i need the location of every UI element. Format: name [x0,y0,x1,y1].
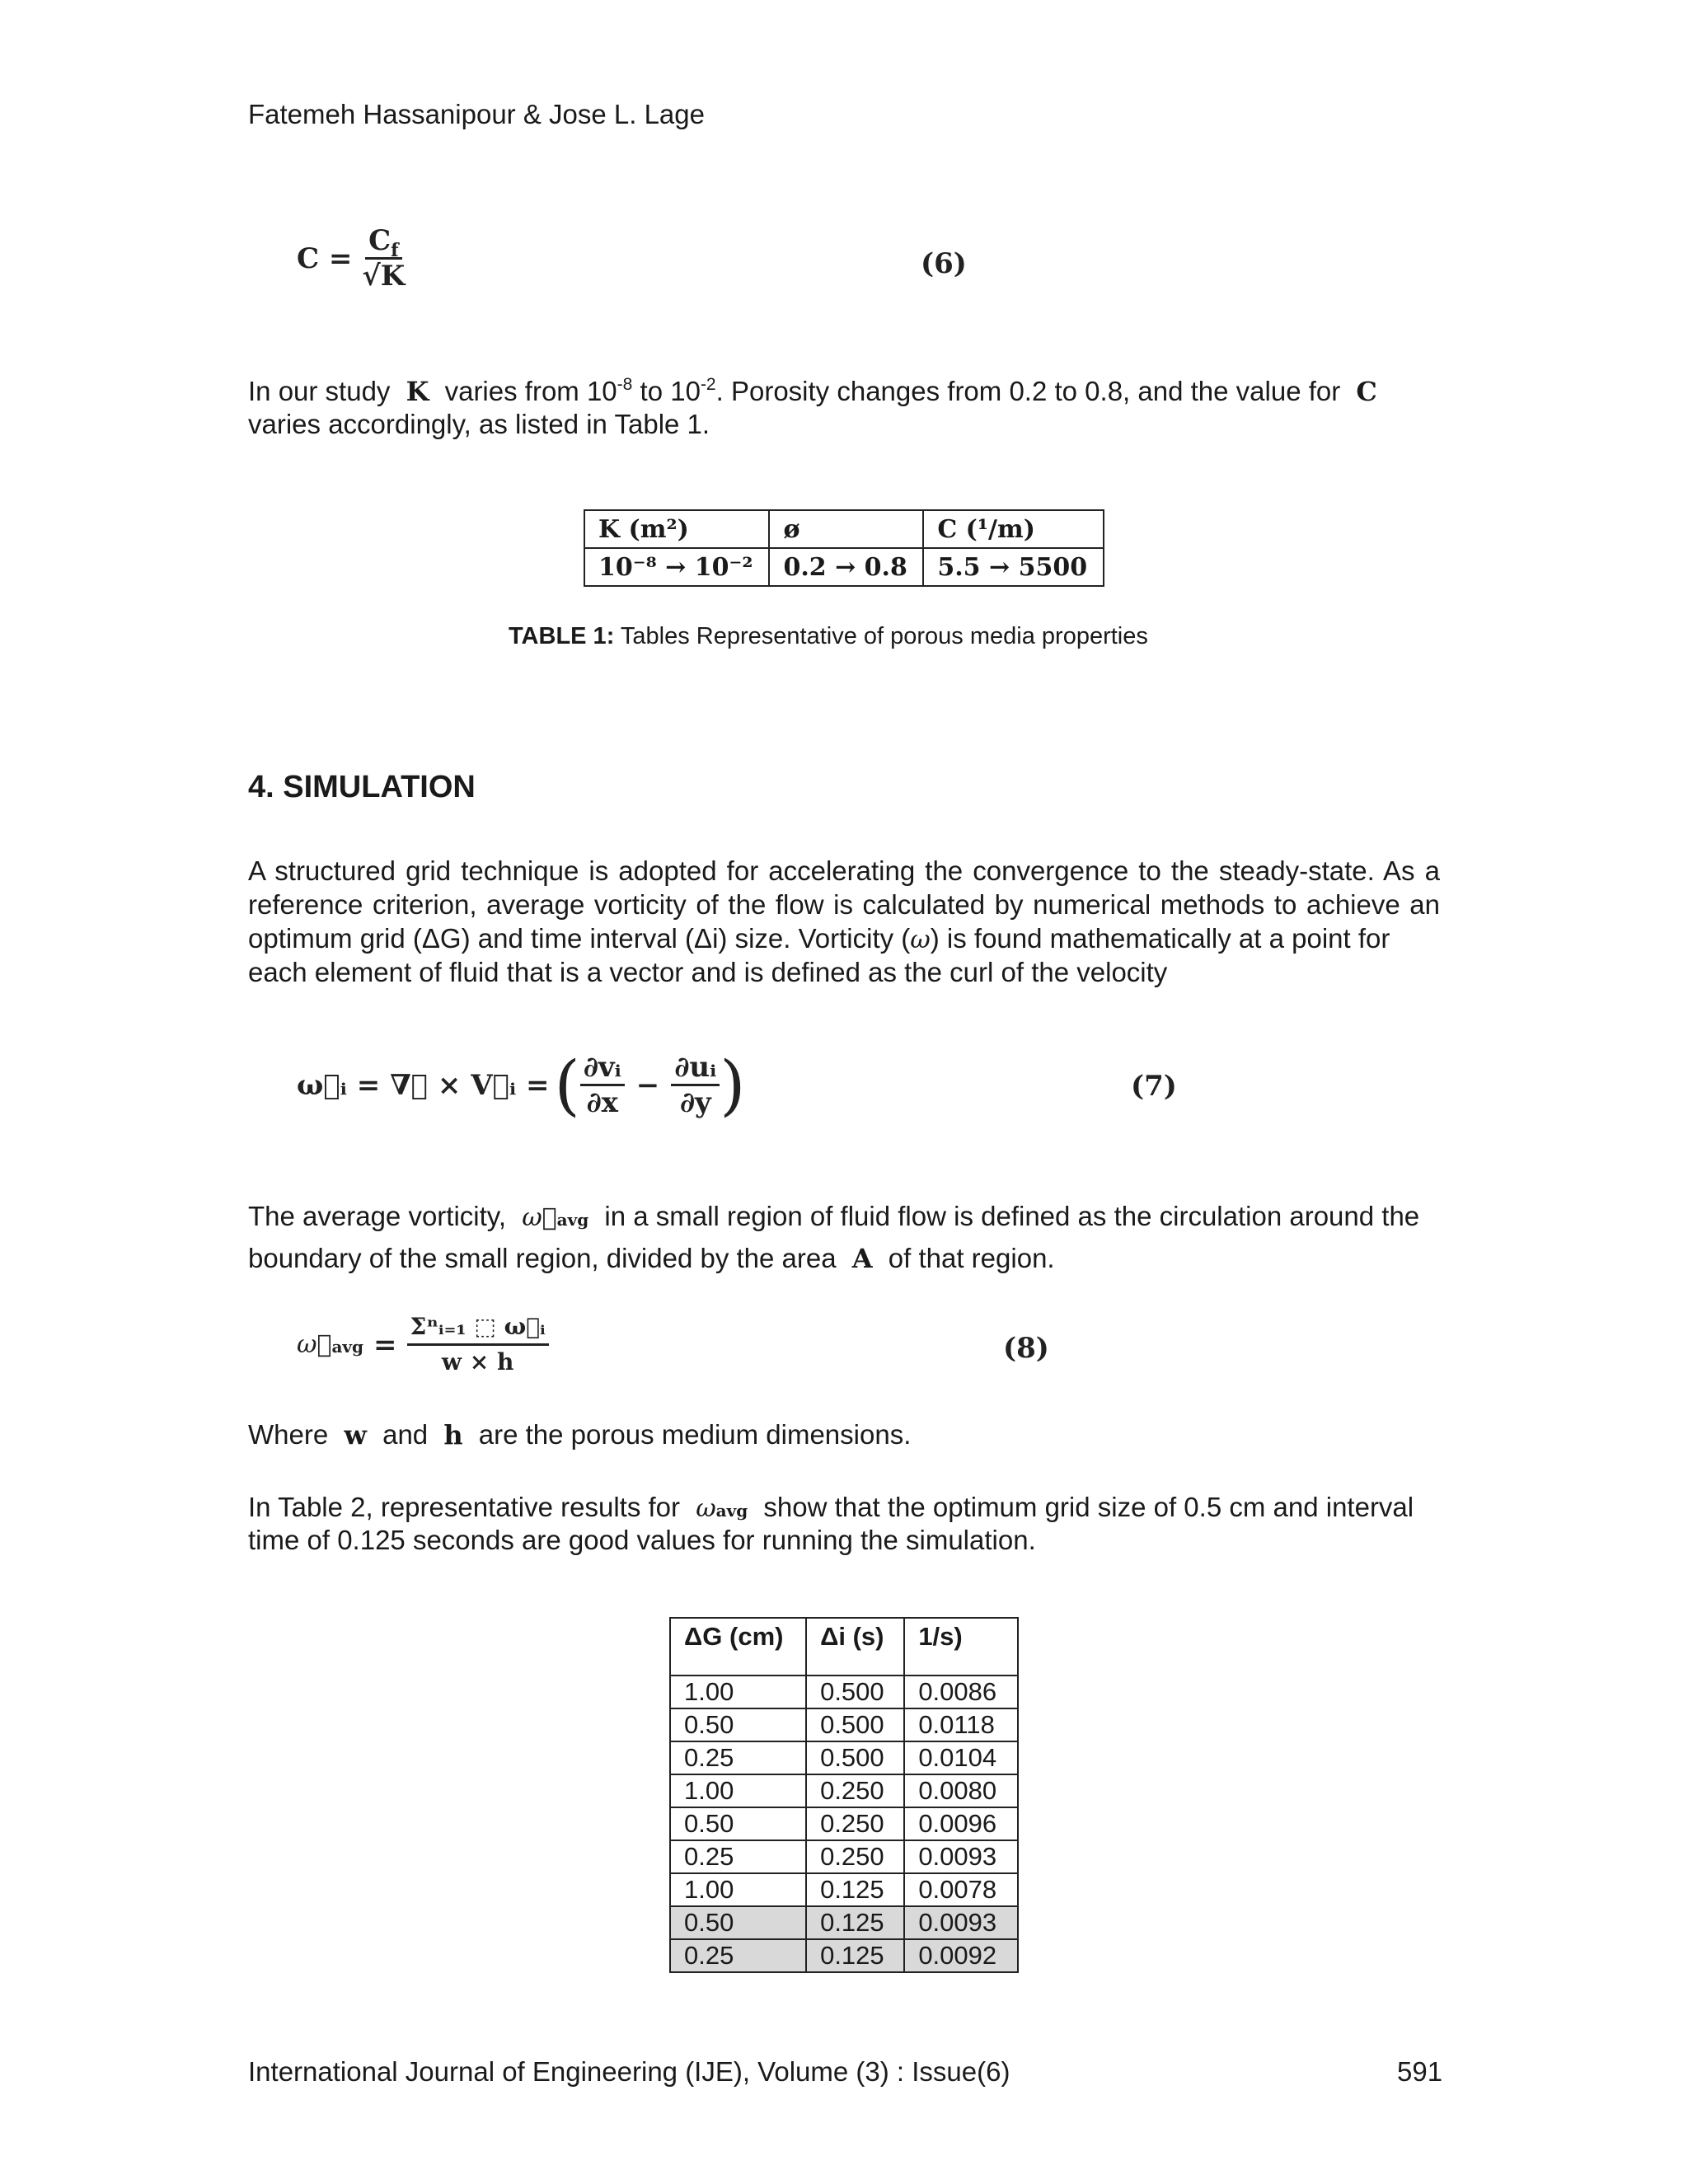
table2-header-vorticity: 1/s) [904,1618,1018,1675]
eq6-numerator-sub: f [391,240,399,261]
table-row [584,548,1104,586]
table-row: 0.25 0.500 0.0104 [670,1741,1018,1774]
table1-cell: 0.2 → 0.8 [769,548,923,586]
eq6-number: (6) [921,247,967,280]
table-row: 0.50 0.250 0.0096 [670,1807,1018,1840]
eq7-fraction-du-dy: $\frac{\text{∂uᵢ}}{\partial y}$ [671,1051,720,1119]
footer-page-number: 591 [1397,2056,1443,2087]
eq8-lhs: ω⃗avg [297,1330,364,1359]
section-heading: 4. SIMULATION [248,770,476,804]
equation-7 [297,1047,746,1123]
symbol-omega: ω [910,926,931,954]
symbol-h: h [443,1419,463,1451]
eq7-left-paren: ( [554,1047,580,1123]
eq7-right-paren: ) [720,1047,746,1123]
equation-8 [297,1310,549,1379]
paragraph-1-line-1: In our study K varies from $10^{-8}$ to $10^{-2}$. Porosity changes from 0.2 to 0.8, and the value for C [248,375,1377,407]
eq7-fraction-dv-dx: $\frac{\text{∂vᵢ}}{\partial x}$ [580,1051,625,1119]
eq6-denominator: √K [362,260,406,293]
symbol-C: C [1356,376,1377,407]
paragraph-2-line-4: each element of fluid that is a vector and is defined as the curl of the velocity [248,957,1168,987]
paragraph-5-line-1: In Table 2, representative results for ωavg show that the optimum grid size of 0.5 cm and interval [248,1492,1414,1523]
table-row: 1.00 0.250 0.0080 [670,1774,1018,1807]
paragraph-5-line-2: time of 0.125 seconds are good values for running the simulation. [248,1525,1036,1555]
paragraph-2-line-2: reference criterion, average vorticity of the flow is calculated by numerical methods to achieve an [248,889,1440,920]
paragraph-2-line-3: optimum grid (ΔG) and time interval (Δi) size. Vorticity (ω) is found mathematically at a point for [248,923,1390,954]
paragraph-1-line-2: varies accordingly, as listed in Table 1. [248,409,710,439]
table-row-highlighted: 0.25 0.125 0.0092 [670,1939,1018,1972]
table-1 [584,509,1104,587]
eq6-numerator: C [368,224,392,257]
table1-header-phi: ø [769,510,923,548]
eq6-fraction [359,224,408,293]
table-row: 1.00 0.500 0.0086 [670,1675,1018,1708]
table2-header-di: Δi (s) [806,1618,904,1675]
symbol-K: K [406,376,429,407]
table-2 [669,1617,1019,1973]
running-header: Fatemeh Hassanipour & Jose L. Lage [248,99,705,129]
eq8-number: (8) [1003,1332,1049,1365]
table1-header-c: C (¹/m) [923,510,1104,548]
table-row: 0.25 0.250 0.0093 [670,1840,1018,1873]
table-row: 1.00 0.125 0.0078 [670,1873,1018,1906]
table-row-highlighted: 0.50 0.125 0.0093 [670,1906,1018,1939]
table1-header-k: K (m²) [584,510,769,548]
table-1-caption: TABLE 1: Tables Representative of porous media properties [509,623,1148,649]
symbol-omega-avg: ωavg [696,1494,748,1523]
symbol-A: A [851,1243,873,1274]
paragraph-3-line-2: boundary of the small region, divided by the area A of that region. [248,1243,1055,1274]
table-row [670,1618,1018,1675]
eq8-equals: = [373,1328,397,1361]
table1-cell: 5.5 → 5500 [923,548,1104,586]
paragraph-3-line-1: The average vorticity, ω⃗avg in a small region of fluid flow is defined as the circulation around the [248,1201,1420,1232]
symbol-w: w [344,1419,367,1451]
table-row: 0.50 0.500 0.0118 [670,1708,1018,1741]
table2-header-dg: ΔG (cm) [670,1618,806,1675]
paragraph-4: Where w and h are the porous medium dimensions. [248,1419,912,1451]
table-row [584,510,1104,548]
eq7-lhs: ω⃗ᵢ = ∇⃗ × V⃗ᵢ = [297,1068,550,1102]
paragraph-2-line-1: A structured grid technique is adopted for accelerating the convergence to the steady-state. As a [248,855,1440,886]
eq6-lhs: C = [297,241,353,275]
eq7-minus: − [635,1068,660,1102]
eq8-fraction: $\frac{\text{Σⁿᵢ₌₁ ⬚ ω⃗ᵢ}}{w \times h}$ [407,1310,549,1379]
symbol-omega-avg: ω⃗avg [522,1203,589,1232]
equation-6 [297,224,408,293]
footer-journal: International Journal of Engineering (IJE), Volume (3) : Issue(6) [248,2056,1010,2087]
table1-cell: 10⁻⁸ → 10⁻² [584,548,769,586]
eq7-number: (7) [1131,1070,1177,1103]
